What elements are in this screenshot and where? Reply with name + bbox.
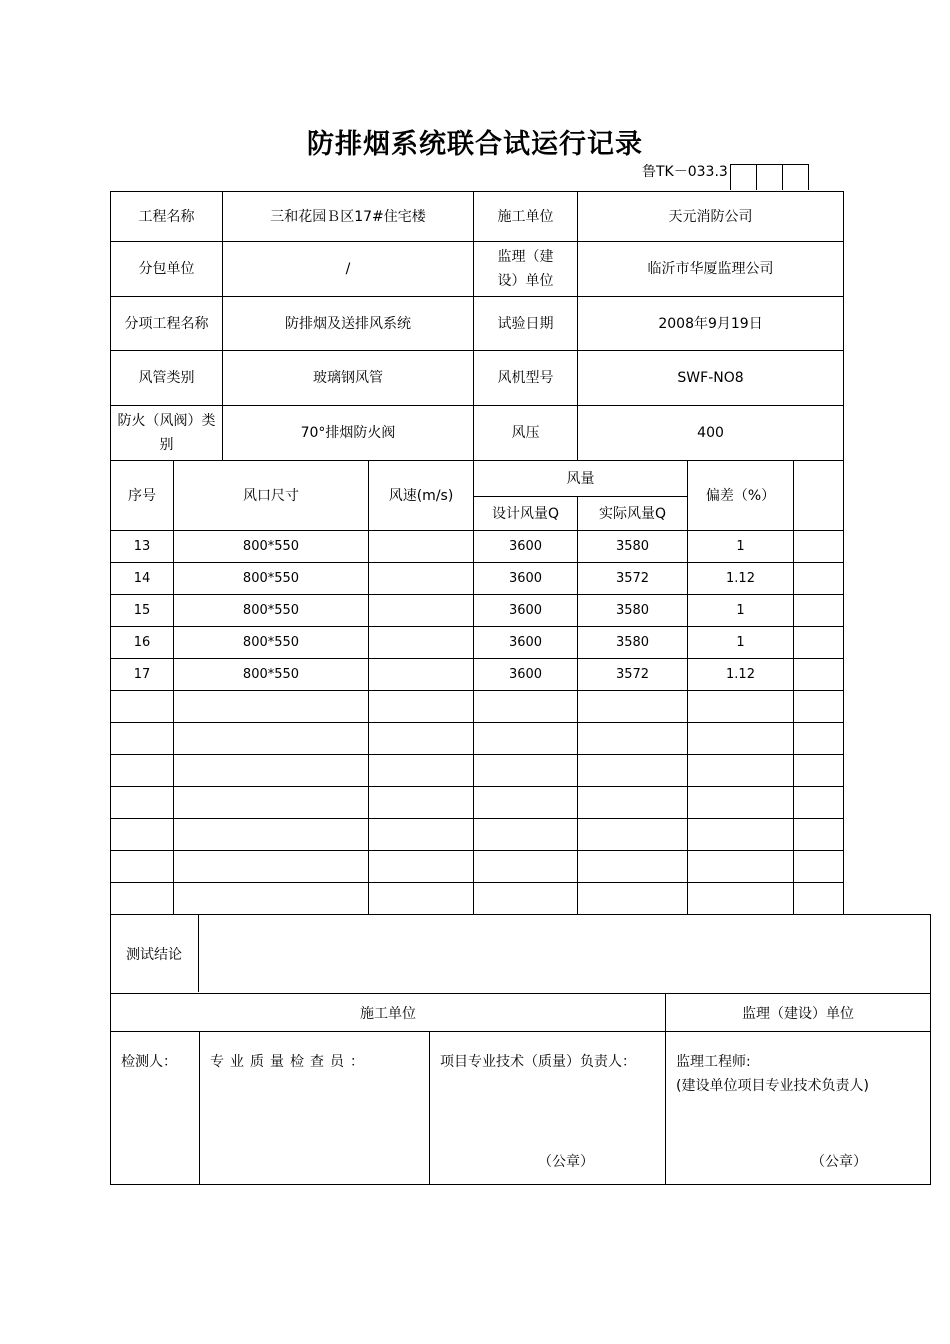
row-design-volume [474, 691, 578, 723]
sub-project: 防排烟及送排风系统 [223, 297, 474, 351]
row-actual-volume [578, 819, 688, 851]
col-size-header: 风口尺寸 [174, 461, 369, 531]
row-no [111, 851, 174, 883]
tech-lead-cell [430, 1032, 666, 1185]
row-deviation [688, 819, 794, 851]
row-extra [794, 691, 844, 723]
row-size [174, 691, 369, 723]
row-size: 800*550 [174, 659, 369, 691]
damper-type-label: 防火（风阀）类别 [111, 406, 223, 461]
row-no: 16 [111, 627, 174, 659]
row-design-volume: 3600 [474, 659, 578, 691]
row-design-volume [474, 723, 578, 755]
row-deviation [688, 851, 794, 883]
form-code: 鲁TK－033.3 [642, 164, 728, 180]
row-size [174, 851, 369, 883]
row-deviation: 1 [688, 627, 794, 659]
row-no: 17 [111, 659, 174, 691]
table-row [111, 531, 844, 563]
row-extra [794, 883, 844, 915]
row-actual-volume [578, 691, 688, 723]
row-extra [794, 563, 844, 595]
row-extra [794, 819, 844, 851]
row-actual-volume [578, 883, 688, 915]
table-row [111, 723, 844, 755]
row-design-volume [474, 787, 578, 819]
row-speed [369, 819, 474, 851]
supervision-engineer-label: 监理工程师: [676, 1054, 751, 1070]
table-row [111, 563, 844, 595]
row-extra [794, 755, 844, 787]
subcontractor: / [223, 242, 474, 297]
row-design-volume: 3600 [474, 531, 578, 563]
row-no: 13 [111, 531, 174, 563]
row-extra [794, 723, 844, 755]
row-no [111, 883, 174, 915]
row-no [111, 755, 174, 787]
duct-type-label: 风管类别 [111, 351, 223, 406]
row-speed [369, 787, 474, 819]
form-code-boxes [730, 164, 809, 190]
row-design-volume: 3600 [474, 563, 578, 595]
row-actual-volume [578, 851, 688, 883]
row-speed [369, 659, 474, 691]
quality-inspector-label: 专业质量检查员： [210, 1054, 370, 1070]
signature-table [110, 914, 931, 1185]
air-pressure: 400 [578, 406, 844, 461]
table-row [111, 883, 844, 915]
row-actual-volume: 3572 [578, 659, 688, 691]
project-name-label: 工程名称 [111, 192, 223, 242]
construction-unit-label: 施工单位 [474, 192, 578, 242]
row-size: 800*550 [174, 595, 369, 627]
row-actual-volume [578, 723, 688, 755]
row-size: 800*550 [174, 563, 369, 595]
row-size [174, 755, 369, 787]
page-title: 防排烟系统联合试运行记录 [307, 129, 643, 160]
tester-cell [111, 1032, 200, 1185]
row-speed [369, 627, 474, 659]
supervision-seal: （公章） [811, 1154, 867, 1170]
row-no [111, 723, 174, 755]
table-row [111, 691, 844, 723]
subcontractor-label: 分包单位 [111, 242, 223, 297]
col-deviation-header: 偏差（%） [688, 461, 794, 531]
table-row [111, 659, 844, 691]
row-speed [369, 851, 474, 883]
row-deviation [688, 691, 794, 723]
supervision-unit-label: 监理（建设）单位 [474, 242, 578, 297]
duct-type: 玻璃钢风管 [223, 351, 474, 406]
test-date: 2008年9月19日 [578, 297, 844, 351]
sub-project-label: 分项工程名称 [111, 297, 223, 351]
row-size: 800*550 [174, 627, 369, 659]
construction-seal: （公章） [538, 1154, 594, 1170]
row-speed [369, 723, 474, 755]
row-size [174, 723, 369, 755]
code-box [783, 165, 809, 191]
code-box [731, 165, 757, 191]
row-extra [794, 787, 844, 819]
row-size [174, 819, 369, 851]
row-no: 15 [111, 595, 174, 627]
row-speed [369, 755, 474, 787]
row-deviation: 1.12 [688, 563, 794, 595]
row-design-volume: 3600 [474, 595, 578, 627]
row-actual-volume [578, 755, 688, 787]
row-actual-volume: 3580 [578, 627, 688, 659]
supervision-engineer-cell [666, 1032, 931, 1185]
col-design-header: 设计风量Q [474, 497, 578, 531]
row-deviation [688, 755, 794, 787]
row-size [174, 787, 369, 819]
row-design-volume [474, 755, 578, 787]
row-speed [369, 531, 474, 563]
tech-lead-label: 项目专业技术（质量）负责人： [440, 1054, 636, 1070]
row-actual-volume: 3580 [578, 531, 688, 563]
row-speed [369, 691, 474, 723]
row-extra [794, 595, 844, 627]
air-pressure-label: 风压 [474, 406, 578, 461]
sig-supervision-unit: 监理（建设）单位 [666, 994, 931, 1032]
conclusion-label: 测试结论 [110, 915, 199, 992]
table-row [111, 627, 844, 659]
row-actual-volume [578, 787, 688, 819]
owner-tech-lead-label: (建设单位项目专业技术负责人) [676, 1078, 869, 1094]
row-deviation: 1.12 [688, 659, 794, 691]
row-no [111, 819, 174, 851]
table-row [111, 595, 844, 627]
row-actual-volume: 3580 [578, 595, 688, 627]
table-row [111, 787, 844, 819]
row-size: 800*550 [174, 531, 369, 563]
row-no: 14 [111, 563, 174, 595]
row-deviation [688, 723, 794, 755]
project-name: 三和花园Ｂ区17#住宅楼 [223, 192, 474, 242]
row-extra [794, 851, 844, 883]
row-speed [369, 883, 474, 915]
quality-inspector-cell [200, 1032, 430, 1185]
sig-construction-unit: 施工单位 [111, 994, 666, 1032]
row-size [174, 883, 369, 915]
row-design-volume: 3600 [474, 627, 578, 659]
row-deviation [688, 787, 794, 819]
table-row [111, 819, 844, 851]
row-speed [369, 563, 474, 595]
col-extra-header [794, 461, 844, 531]
tester-label: 检测人： [121, 1054, 177, 1070]
damper-type: 70°排烟防火阀 [223, 406, 474, 461]
row-speed [369, 595, 474, 627]
row-actual-volume: 3572 [578, 563, 688, 595]
row-extra [794, 531, 844, 563]
row-design-volume [474, 819, 578, 851]
table-row [111, 755, 844, 787]
col-speed-header: 风速(m/s) [369, 461, 474, 531]
supervision-unit: 临沂市华厦监理公司 [578, 242, 844, 297]
row-no [111, 691, 174, 723]
table-row [111, 851, 844, 883]
fan-model-label: 风机型号 [474, 351, 578, 406]
row-design-volume [474, 883, 578, 915]
row-design-volume [474, 851, 578, 883]
row-extra [794, 627, 844, 659]
construction-unit: 天元消防公司 [578, 192, 844, 242]
row-deviation: 1 [688, 595, 794, 627]
test-date-label: 试验日期 [474, 297, 578, 351]
col-actual-header: 实际风量Q [578, 497, 688, 531]
row-deviation: 1 [688, 531, 794, 563]
conclusion-row [111, 915, 931, 994]
row-extra [794, 659, 844, 691]
row-no [111, 787, 174, 819]
record-table [110, 191, 844, 915]
row-deviation [688, 883, 794, 915]
col-volume-header: 风量 [474, 461, 688, 497]
fan-model: SWF-NO8 [578, 351, 844, 406]
col-no-header: 序号 [111, 461, 174, 531]
code-box [757, 165, 783, 191]
